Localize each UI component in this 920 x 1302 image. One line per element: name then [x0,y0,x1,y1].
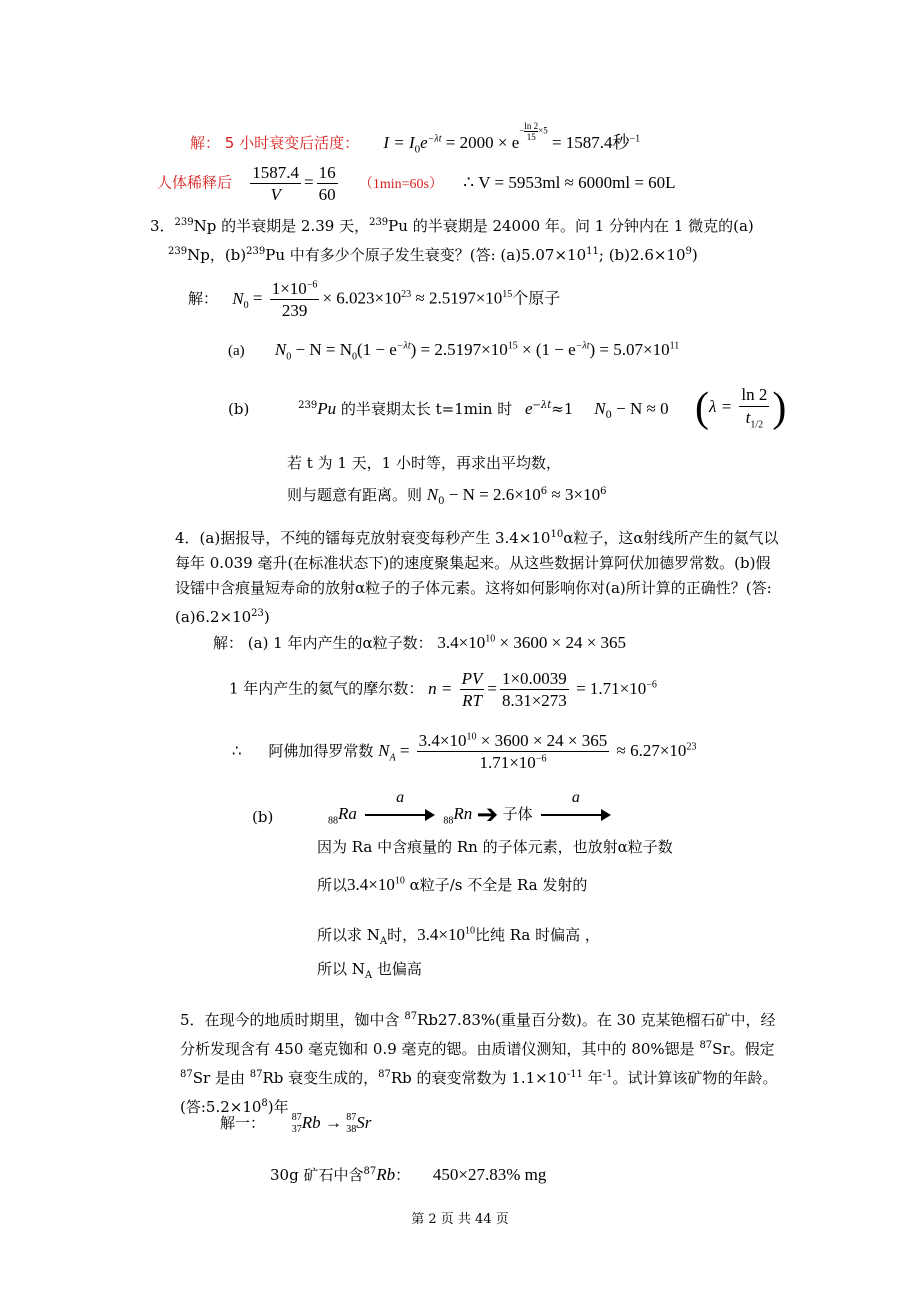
q4-alpha-count [213,632,626,653]
q4s2-rhs-sup: −6 [646,679,657,690]
q5-s87b: 87 [699,1040,713,1051]
q3-exp-11: 11 [586,246,599,257]
q5-t2: Rb27.83%(重量百分数)。在 30 克某铯榴石矿中，经分析发现含有 450 毫克铷和 0.9 毫克的锶。由质谱仪测知，其中的 80%锶是 [180,1011,776,1058]
q3-text-f: ) [691,246,698,264]
q5-rb-content [270,1164,546,1185]
q3a-e15: 15 [507,340,518,352]
q3b-label: (b) [228,400,250,418]
q4b2-text2: α粒子/s 不全是 Ra 发射的 [404,876,588,894]
q4b3-sub: A [379,936,388,947]
q4s3-na-sub: A [389,752,396,764]
decay-chain [328,789,615,830]
lambda-den: t [745,407,751,427]
exp-tail: ×5 [538,125,548,136]
q5s2-colon: ： [395,1166,411,1184]
q5-em11: -11 [566,1069,583,1080]
q3b-approx1: ≈1 [551,400,574,418]
n0-den: 239 [281,301,308,321]
q3d-e6a: 6 [540,486,548,497]
q5s2-sup: 87 [363,1166,377,1177]
alpha-label-1: a [396,789,405,806]
frac2-den: 60 [318,185,336,205]
q5s1-label: 解一： [220,1114,266,1132]
q5-t7: 年 [582,1069,603,1087]
frac1-num: 1587.4 [250,162,301,184]
q5-t5: Rb 衰变生成的， [262,1069,379,1087]
q5-t9: )年 [267,1098,289,1116]
lambda-symbol: λ = [709,396,737,416]
q3a-expr2: − N = N [291,340,352,359]
volume-result: ∴ V = 5953ml ≈ 6000ml = 60L [463,172,676,192]
q4-avogadro [232,730,696,774]
q5-em1: -1 [602,1069,613,1080]
alpha-arrow-2 [541,789,611,821]
eq-rhs: = 1587.4秒 [547,133,630,152]
q4b-reason: 因为 Ra 中含痕量的 Rn 的子体元素，也放射α粒子数 [317,838,673,856]
q3a-expr6: ) = 5.07×10 [589,340,670,359]
unit-note: （1min=60s） [358,176,443,192]
q4s2-den2: 8.31×273 [501,691,567,711]
q5-s87e: 87 [378,1069,391,1080]
q3d-text1: 则与题意有距离。则 [287,486,427,504]
q3-solution-label: 解： [188,291,219,308]
q5-e8: 8 [261,1098,268,1109]
q3-average-note: 若 t 为 1 天，1 小时等，再求出平均数， [287,454,561,472]
q3a-exp-a: −λt [396,340,411,352]
n0-rhs: × 6.023×10 [322,288,402,308]
q4s2-num1: PV [460,668,485,690]
q3d-text3: ≈ 3×10 [547,485,601,504]
question-3: 3．$^{239}$Np 的半衰期是 2.39 天，$^{239}$Pu 的半衰期是 24000 年。问 1 分钟内在 1 微克的(a) $^{239}$Np，$(b)^{239}Pu$ 中有多少个原子发生衰变？(答: $(a)5.07\times 10^{11}$; $(b)2.6\times 10^9$) [150,217,754,264]
q4b3-text2: 时， [387,926,418,944]
solution-label: 解： 5 小时衰变后活度： [190,134,360,152]
q5-s87c: 87 [180,1069,193,1080]
q4b3-text1: 所以求 N [317,926,380,944]
q3a-e11: 11 [669,340,680,352]
q5s2-val: 450×27.83% mg [432,1165,547,1184]
q4-text-b: α粒子，这α射线所产生的氦气以每年 0.039 毫升(在标准状态下)的速度聚集起来。从这些数据计算阿伏加德罗常数。(b)假设镭中含痕量短寿命的放射α粒子的子体元素。这将如何影响你对(a)所计算的正确性？(答: (a)6.2×10 [175,529,779,626]
n0-tail: ≈ 2.5197×10 [411,288,503,308]
q3-text-a: Np 的半衰期是 2.39 天， [193,217,370,235]
q3a-label: (a) [228,343,245,359]
q3a-n0: N [274,340,287,359]
q3b-pu: Pu [317,399,337,418]
q4-part-b-label: (b) [252,808,274,826]
bold-arrow-icon: ➔ [476,800,499,829]
q4b2-expr: 3.4×10 [347,875,395,894]
rb-mass: 87 [291,1112,302,1124]
q3a-expr3: (1 − e [356,340,397,359]
sr-symbol: Sr [356,1113,372,1132]
q3-distance-note: 则与题意有距离。则 $N_0 - N = 2.6\times 10^6 \approx 3\times 10^6$ [287,485,607,507]
q4s2-den1: RT [462,691,482,711]
q5-s87a: 87 [404,1011,418,1022]
ra-symbol: Ra [338,803,357,823]
frac1-den: V [270,185,281,205]
rb-z: 37 [291,1124,302,1136]
q4s1-e10: 10 [485,633,496,645]
q4b4-sub: A [364,970,373,981]
q5s2-el: Rb [376,1165,396,1184]
q4b2-text1: 所以 [317,876,348,894]
q4b3-text3: 比纯 Ra 时偏高 ， [475,926,600,944]
q4s1-expr: 3.4×10 [437,633,486,652]
q4-text-c: ) [263,608,270,626]
q4s3-den: 1.71×10 [479,753,536,773]
q4s3-num2: × 3600 × 24 × 365 [476,731,608,750]
q4s2-rhs: = 1.71×10 [571,678,647,698]
q3b-approx2: − N ≈ 0 [611,399,669,418]
q3d-e6b: 6 [600,486,607,497]
q3-part-a: (a) $N_0 - N = N_0(1 - e^{-\lambda t}) = 2.5197\times 10^{15} \times (1 - e^{-\lambda t}) = 5.07\times 10^{11}$ [228,340,680,363]
exp-den: 15 [526,131,536,142]
q4s3-eq: = [395,740,414,760]
q4b4-text2: 也偏高 [372,960,422,978]
lambda-den-sub: 1/2 [750,419,764,431]
frac2-num: 16 [317,162,338,184]
q4b-na-high [317,958,422,981]
q4s3-rhs: ≈ 6.27×10 [612,740,687,760]
q5-t3: Sr。假定 [712,1040,775,1058]
sr-mass: 87 [346,1112,357,1124]
n0-tail-sup: 15 [502,289,513,300]
q3b-text: 的半衰期太长 t=1min 时 [336,400,513,418]
dilution-line: 人体稀释后 $\frac{1587.4}{V}$ = $\frac{16}{60}$ （1min=60s） ∴ V = 5953ml ≈ 6000ml = 60L [157,163,676,205]
q5s2-text: 30g 矿石中含 [270,1166,364,1184]
q4s1-text: 解： (a) 1 年内产生的α粒子数： [213,634,433,652]
rb-symbol: Rb [301,1113,321,1132]
q4s2-n: n = [428,678,457,698]
q4-text-a: 4．(a)据报导，不纯的镭每克放射衰变每秒产生 3.4×10 [175,529,551,547]
q4b-not-all-ra [317,874,587,895]
question-5 [180,1004,790,1120]
n0-unit: 个原子 [512,290,561,308]
lambda-num: ln 2 [739,384,769,406]
q4-e23: 23 [251,608,264,619]
q4s3-num-sup: 10 [466,731,477,743]
rn-symbol: Rn [453,803,473,823]
q4s3-na: N [378,740,390,760]
alpha-label-2: a [571,789,580,806]
q3-text-e: ; (b)2.6×10 [598,246,686,264]
n0-rhs-sup: 23 [401,289,412,300]
q3d-text2: − N = 2.6×10 [444,485,541,504]
q4b-higher [317,924,600,947]
q4-e10: 10 [550,529,564,540]
q4s3-den-sup: −6 [535,753,547,765]
eq-mid: = 2000 × e [441,133,520,152]
q5-t4: Sr 是由 [192,1069,250,1087]
q3a-expr5: × (1 − e [517,340,576,359]
q4s3-num: 3.4×10 [418,731,467,750]
question-4 [175,522,785,630]
sr-z: 38 [346,1124,357,1136]
q3-text-b: Pu 的半衰期是 24000 年。问 1 分钟内在 1 微克的(a) [388,217,754,235]
q3-part-b: (b) $^{239}$Pu 的半衰期太长 t=1min 时 $e^{-\lambda t}\approx 1$ $N_0 - N \approx 0$ [228,399,669,421]
q5-decay-equation [220,1112,371,1136]
therefore-symbol: ∴ [232,741,242,760]
rn-sub: 88 [443,815,454,827]
page-footer: 第 2 页 共 44 页 [411,1212,509,1227]
q4s3-rhs-sup: 23 [686,741,697,752]
q5-s87d: 87 [249,1069,263,1080]
q3-text-c: Np，(b) [187,246,247,264]
q4b3-expr: 3.4×10 [417,925,465,944]
n0-symbol: N [232,288,244,308]
q3-exp-9: 9 [685,246,692,257]
q3-initial-count: 解： $N_0$ = $\frac{1\times 10^{-6}}{239}$ × $6.023\times 10^{23} \approx 2.5197\times 10^{15}$个原子 [188,279,561,321]
daughter-label: 子体 [502,806,533,823]
n0-num-sup: −6 [306,279,318,291]
ra-sub: 88 [328,815,338,827]
n0-num: 1×10 [271,279,307,298]
q4s2-text: 1 年内产生的氦气的摩尔数： [229,679,424,698]
exp-num: ln 2 [524,120,539,131]
decay-arrow: → [320,1113,347,1132]
dilution-label: 人体稀释后 [157,173,233,192]
q4s2-num2: 1×0.0039 [500,668,569,690]
q3-mass-a: 239 [174,217,194,228]
q4b4-text1: 所以 N [317,960,365,978]
q3-number: 3． [150,217,175,235]
decay-activity-line: 解： 5 小时衰变后活度： $I = I_0e^{-\lambda t} = 2000 \times e^{- \frac{\ln 2}{15} \times 5} = 1587.4$秒$^{-1}$ [190,120,641,156]
q3-text-d: Pu 中有多少个原子发生衰变？(答: (a)5.07×10 [265,246,587,264]
q3a-expr4: ) = 2.5197×10 [410,340,508,359]
rhs-sup: −1 [629,133,641,145]
lambda-formula: (λ = $\frac{\ln 2}{t_{1/2}}$ ) [695,385,787,431]
q5-t6: Rb 的衰变常数为 1.1×10 [390,1069,567,1087]
q3a-exp-b: −λt [575,340,590,352]
q4s3-text: 阿佛加得罗常数 [268,741,379,760]
q4s1-expr2: × 3600 × 24 × 365 [495,633,627,652]
q4-helium-moles: 1 年内产生的氦气的摩尔数： n = $\frac{PV}{RT}$ = $\frac{1\times 0.0039}{8.31\times 273}$ = $1.71\times 10^{-6}$ [229,669,657,711]
q4b2-e10: 10 [394,875,405,887]
alpha-arrow-1 [365,789,435,821]
q5-t1: 5．在现今的地质时期里，铷中含 [180,1011,405,1029]
eq-lhs: I = I [383,133,415,152]
q5-t8: 。试计算该矿物的年龄。(答:5.2×10 [180,1069,778,1116]
q3b-mass: 239 [298,400,318,411]
q4b3-e10: 10 [465,925,475,937]
